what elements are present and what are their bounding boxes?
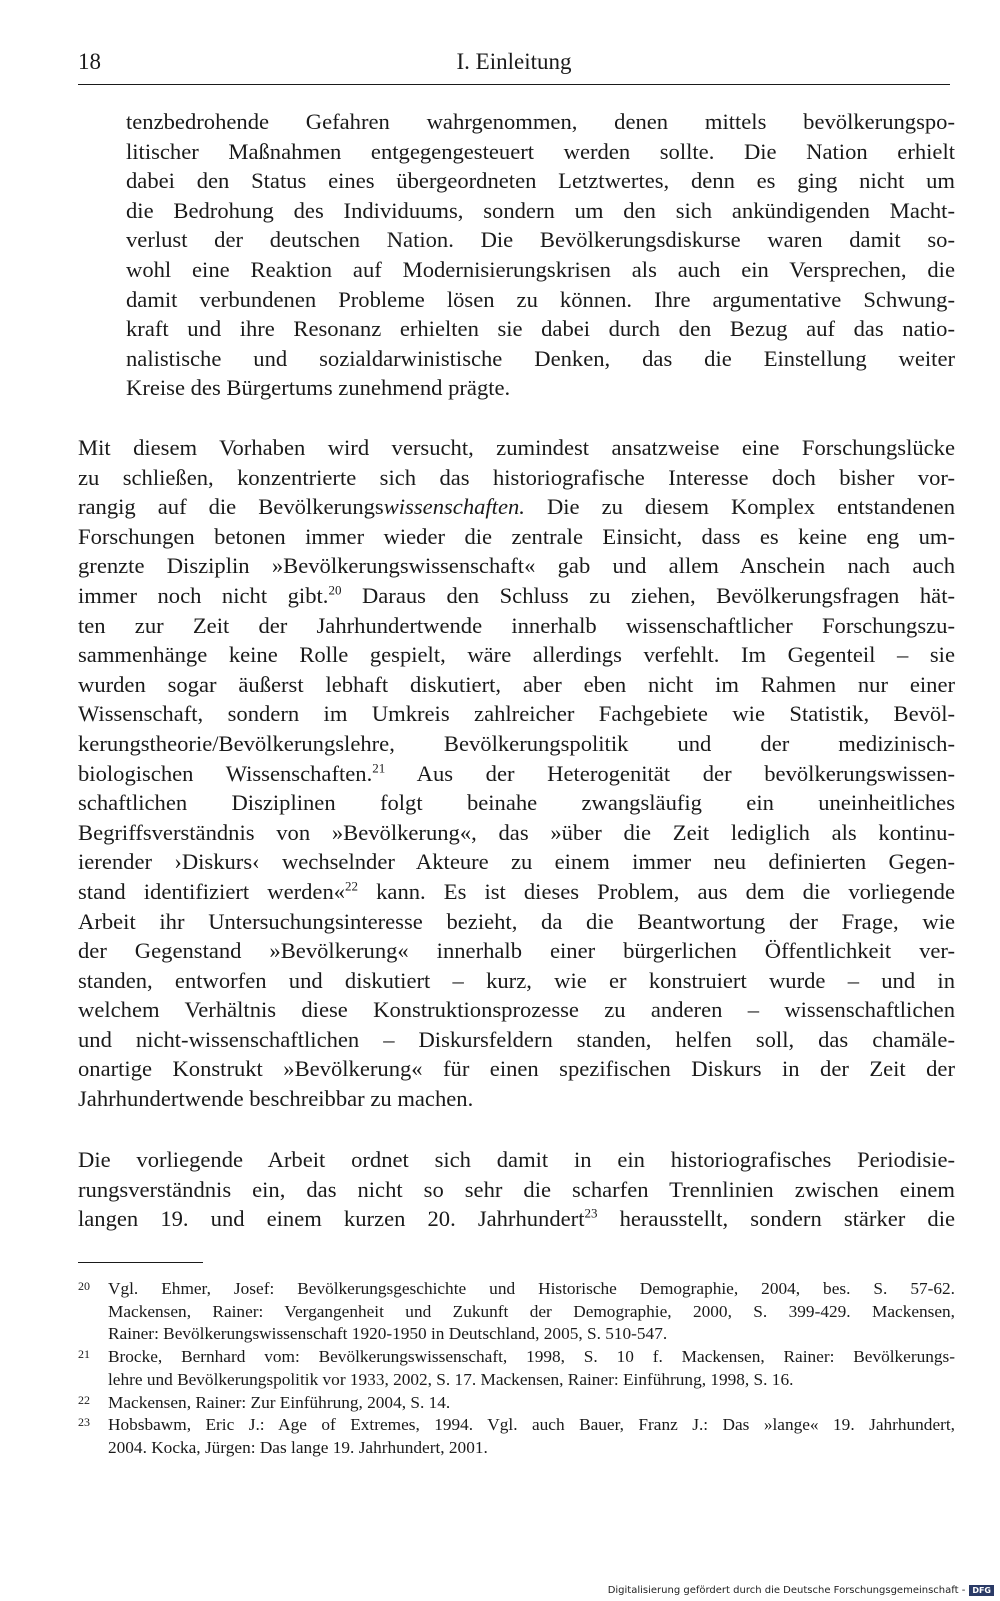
text-line: ten zur Zeit der Jahrhundertwende innerhalb wissenschaftlicher Forschungszu-: [78, 612, 955, 638]
body-paragraph-2: [78, 1145, 955, 1234]
footnote-number: 20: [78, 1279, 90, 1293]
text-run: kann. Es ist dieses Problem, aus dem die vorliegende: [358, 878, 955, 904]
text-line: Mit diesem Vorhaben wird versucht, zumindest ansatzweise eine Forschungslücke: [78, 435, 955, 460]
text-line: [78, 877, 955, 907]
text-line: die Bedrohung des Individuums, sondern um den sich ankündigenden Macht-: [126, 197, 955, 223]
text-line: dabei den Status eines übergeordneten Letztwertes, denn es ging nicht um: [126, 168, 955, 194]
footnote-line: Mackensen, Rainer: Zur Einführung, 2004, S. 14.: [108, 1392, 451, 1412]
text-line: damit verbundenen Probleme lösen zu können. Ihre argumentative Schwung-: [126, 286, 955, 312]
text-run: immer noch nicht gibt.: [78, 582, 329, 608]
footer-text: Digitalisierung gefördert durch die Deutsche Forschungsgemeinschaft -: [607, 1585, 966, 1596]
footnotes: [78, 1278, 955, 1460]
text-line: zu schließen, konzentrierte sich das historiografische Interesse doch bisher vor-: [78, 464, 955, 490]
footnote-number: 23: [78, 1415, 90, 1430]
text-run: Aus der Heterogenität der bevölkerungswissen-: [385, 760, 956, 786]
footnote-line: 2004. Kocka, Jürgen: Das lange 19. Jahrhundert, 2001.: [108, 1437, 488, 1457]
text-line: kerungstheorie/Bevölkerungslehre, Bevölkerungspolitik und der medizinisch-: [78, 730, 955, 756]
text-run: langen 19. und einem kurzen 20. Jahrhundert: [78, 1206, 585, 1232]
footnote-22: [78, 1392, 955, 1415]
text-line: wurden sogar äußerst lebhaft diskutiert, aber eben nicht im Rahmen nur einer: [78, 671, 955, 697]
text-line: und nicht-wissenschaftlichen – Diskursfeldern standen, helfen soll, das chamäle-: [78, 1026, 955, 1052]
footnote-ref-21[interactable]: 21: [372, 760, 386, 775]
text-line: [78, 1204, 955, 1234]
footnote-line: Vgl. Ehmer, Josef: Bevölkerungsgeschichte und Historische Demographie, 2004, bes. S. 57-62.: [108, 1279, 955, 1298]
text-line: Begriffsverständnis von »Bevölkerung«, das »über die Zeit lediglich als kontinu-: [78, 819, 955, 845]
footnote-line: Brocke, Bernhard vom: Bevölkerungswissenschaft, 1998, S. 10 f. Mackensen, Rainer: Bevölkerungs-: [108, 1347, 955, 1367]
footnote-divider: [78, 1262, 203, 1263]
footnote-ref-20[interactable]: 20: [328, 582, 342, 598]
text-line: der Gegenstand »Bevölkerung« innerhalb einer bürgerlichen Öffentlichkeit ver-: [78, 938, 955, 964]
footnote-number: 22: [78, 1392, 90, 1407]
text-line: ierender ›Diskurs‹ wechselnder Akteure zu einem immer neu definierten Gegen-: [78, 849, 955, 875]
footnote-21: [78, 1346, 955, 1391]
text-line: wohl eine Reaktion auf Modernisierungskrisen als auch ein Versprechen, die: [126, 256, 955, 282]
text-line: [78, 492, 955, 522]
dfg-logo: DFG: [969, 1585, 994, 1596]
text-line: litischer Maßnahmen entgegengesteuert werden sollte. Die Nation erhielt: [126, 138, 955, 164]
footnote-line: Rainer: Bevölkerungswissenschaft 1920-1950 in Deutschland, 2005, S. 510-547.: [108, 1324, 668, 1344]
footnote-ref-23[interactable]: 23: [584, 1205, 598, 1221]
page-number: 18: [78, 49, 101, 74]
text-line: [78, 581, 955, 611]
text-line: welchem Verhältnis diese Konstruktionsprozesse zu anderen – wissenschaftlichen: [78, 997, 955, 1023]
page-header: [78, 44, 950, 85]
text-line: rungsverständnis ein, das nicht so sehr die scharfen Trennlinien zwischen einem: [78, 1176, 955, 1202]
body-paragraph-1: [78, 433, 955, 1114]
text-line: Jahrhundertwende beschreibbar zu machen.: [78, 1086, 474, 1112]
digitization-footer: [608, 1585, 994, 1596]
text-line: nalistische und sozialdarwinistische Denken, das die Einstellung weiter: [126, 345, 955, 371]
text-run: herausstellt, sondern stärker die: [597, 1206, 955, 1232]
footnote-line: lehre und Bevölkerungspolitik vor 1933, 2002, S. 17. Mackensen, Rainer: Einführung, 1998, S. 16.: [108, 1369, 794, 1389]
footnote-line: Hobsbawm, Eric J.: Age of Extremes, 1994. Vgl. auch Bauer, Franz J.: Das »lange« 19. Jahrhundert,: [108, 1415, 955, 1435]
running-head: I. Einleitung: [456, 49, 572, 74]
text-line: Die vorliegende Arbeit ordnet sich damit in ein historiografisches Periodisie-: [78, 1147, 955, 1172]
footnote-23: [78, 1414, 955, 1459]
text-line: Arbeit ihr Untersuchungsinteresse bezieht, da die Beantwortung der Frage, wie: [78, 908, 955, 934]
text-line: grenzte Disziplin »Bevölkerungswissenschaft« gab und allem Anschein nach auch: [78, 553, 955, 579]
text-line: onartige Konstrukt »Bevölkerung« für einen spezifischen Diskurs in der Zeit der: [78, 1056, 955, 1082]
text-line: verlust der deutschen Nation. Die Bevölkerungsdiskurse waren damit so-: [126, 227, 955, 253]
footnote-number: 21: [78, 1347, 90, 1362]
text-run: Daraus den Schluss zu ziehen, Bevölkerungsfragen hät-: [341, 582, 955, 608]
text-line: kraft und ihre Resonanz erhielten sie dabei durch den Bezug auf das natio-: [126, 316, 955, 342]
text-run: rangig auf die Bevölkerungs: [78, 494, 384, 520]
text-line: Wissenschaft, sondern im Umkreis zahlreicher Fachgebiete wie Statistik, Bevöl-: [78, 701, 955, 727]
text-line: schaftlichen Disziplinen folgt beinahe zwangsläufig ein uneinheitliches: [78, 790, 955, 816]
text-run: Die zu diesem Komplex entstandenen: [524, 494, 956, 520]
text-run: stand identifiziert werden«: [78, 878, 346, 904]
text-line: tenzbedrohende Gefahren wahrgenommen, denen mittels bevölkerungspo-: [126, 109, 955, 134]
footnote-line: Mackensen, Rainer: Vergangenheit und Zukunft der Demographie, 2000, S. 399-429. Mackensen,: [108, 1301, 955, 1321]
footnote-ref-22[interactable]: 22: [345, 878, 359, 894]
emphasis-text: wissenschaften.: [383, 494, 525, 520]
text-line: Forschungen betonen immer wieder die zentrale Einsicht, dass es keine eng um-: [78, 523, 955, 549]
text-line: standen, entworfen und diskutiert – kurz, wie er konstruiert wurde – und in: [78, 967, 955, 993]
text-line: sammenhänge keine Rolle gespielt, wäre allerdings verfehlt. Im Gegenteil – sie: [78, 642, 955, 668]
footnote-20: [78, 1278, 955, 1346]
text-run: biologischen Wissenschaften.: [78, 760, 373, 786]
text-line: [78, 759, 955, 789]
indented-quote: [126, 107, 955, 403]
text-line: Kreise des Bürgertums zunehmend prägte.: [126, 375, 511, 401]
